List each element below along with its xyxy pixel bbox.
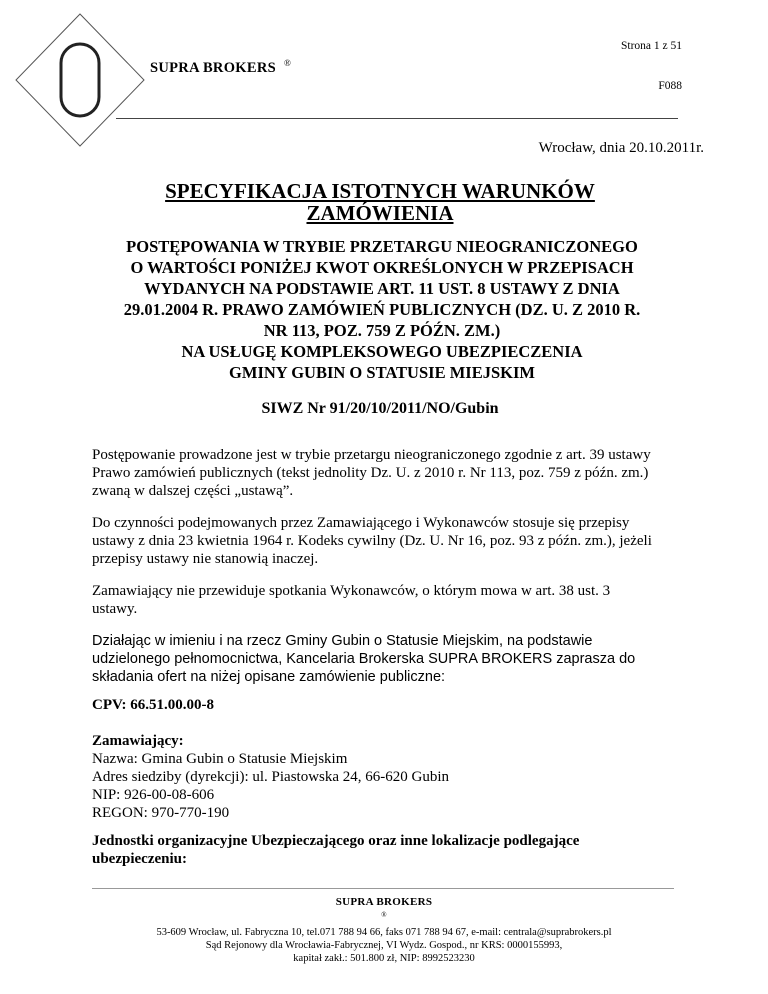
ordering-party [92,732,666,822]
ordering-party-line: Adres siedziby (dyrekcji): ul. Piastowska 24, 66-620 Gubin [92,769,450,785]
subtitle-line: NR 113, POZ. 759 Z PÓŹN. ZM.) [263,321,501,340]
units-heading-line: ubezpieczeniu: [92,851,187,867]
footer-line: Sąd Rejonowy dla Wrocławia-Fabrycznej, VI Wydz. Gospod., nr KRS: 0000155993, [205,939,563,951]
date-line: Wrocław, dnia 20.10.2011r. [538,140,704,156]
registered-mark: ® [283,58,292,68]
paragraph-procedure [92,446,666,500]
footer-brand-label: SUPRA BROKERS [335,896,433,908]
subtitle-line: O WARTOŚCI PONIŻEJ KWOT OKREŚLONYCH W PRZEPISACH [130,258,634,277]
subtitle-line: WYDANYCH NA PODSTAWIE ART. 11 UST. 8 USTAWY Z DNIA [144,279,620,298]
paragraph-line: Zamawiający nie przewiduje spotkania Wykonawców, o którym mowa w art. 38 ust. 3 [92,583,611,599]
siwz-number: SIWZ Nr 91/20/10/2011/NO/Gubin [261,400,499,417]
paragraph-line: Postępowanie prowadzone jest w trybie przetargu nieograniczonego zgodnie z art. 39 ustawy [92,447,651,463]
form-code: F088 [658,80,682,92]
footer-registered-mark: ® [381,911,387,919]
footer [40,896,728,965]
paragraph-line: składania ofert na niżej opisane zamówienie publiczne: [92,669,446,685]
brand-name [150,58,291,77]
paragraph-line: Prawo zamówień publicznych (tekst jednolity Dz. U. z 2010 r. Nr 113, poz. 759 z późn. zm.) [92,465,649,481]
paragraph-line: udzielonego pełnomocnictwa, Kancelaria Brokerska SUPRA BROKERS zaprasza do [92,651,636,667]
header-divider [116,118,678,119]
title-line: SPECYFIKACJA ISTOTNYCH WARUNKÓW [165,179,595,203]
paragraph-line: ustawy. [92,601,138,617]
footer-brand [40,896,728,926]
subtitle-line: POSTĘPOWANIA W TRYBIE PRZETARGU NIEOGRANICZONEGO [126,237,638,256]
subtitle-line: GMINY GUBIN O STATUSIE MIEJSKIM [229,363,535,382]
title-line: ZAMÓWIENIA [306,201,454,225]
paragraph-line: ustawy z dnia 23 kwietnia 1964 r. Kodeks cywilny (Dz. U. Nr 16, poz. 93 z późn. zm.), jeżeli [92,533,652,549]
paragraph-invitation [92,632,666,686]
subtitle-line: NA USŁUGĘ KOMPLEKSOWEGO UBEZPIECZENIA [181,342,583,361]
document-title [80,180,680,224]
subtitle-line: 29.01.2004 R. PRAWO ZAMÓWIEŃ PUBLICZNYCH (DZ. U. Z 2010 R. [123,300,641,319]
paragraph-meeting [92,582,666,618]
paragraph-line: Działając w imieniu i na rzecz Gminy Gubin o Statusie Miejskim, na podstawie [92,633,593,649]
paragraph-civil-code [92,514,666,568]
paragraph-line: zwaną w dalszej części „ustawą”. [92,483,294,499]
procedure-subtitle [70,236,694,383]
cpv-code: CPV: 66.51.00.00-8 [92,697,214,713]
units-heading-line: Jednostki organizacyjne Ubezpieczającego oraz inne lokalizacje podlegające [92,833,580,849]
page-number: Strona 1 z 51 [620,40,682,52]
ordering-party-heading: Zamawiający: [92,733,184,749]
ordering-party-line: Nazwa: Gmina Gubin o Statusie Miejskim [92,751,348,767]
paragraph-line: Do czynności podejmowanych przez Zamawiającego i Wykonawców stosuje się przepisy [92,515,630,531]
diamond-capsule-logo-icon [14,12,146,148]
footer-divider [92,888,674,889]
footer-line: 53-609 Wrocław, ul. Fabryczna 10, tel.071 788 94 66, faks 071 788 94 67, e-mail: centrala@suprabrokers.pl [156,926,612,938]
brand-label: SUPRA BROKERS [150,60,276,76]
ordering-party-line: REGON: 970-770-190 [92,805,230,821]
paragraph-line: przepisy ustawy nie stanowią inaczej. [92,551,319,567]
ordering-party-line: NIP: 926-00-08-606 [92,787,215,803]
units-heading [92,832,666,868]
footer-line: kapitał zakł.: 501.800 zł, NIP: 8992523230 [293,952,475,964]
